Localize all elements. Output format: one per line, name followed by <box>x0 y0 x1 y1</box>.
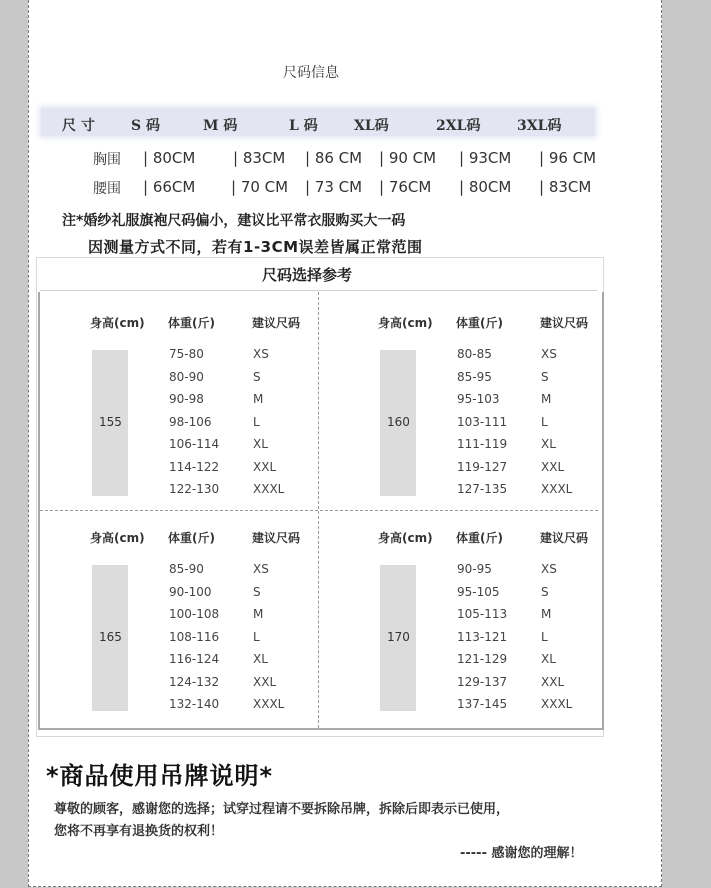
weight-range: 119-127 <box>457 459 508 474</box>
size-column-header: 建议尺码 <box>252 316 301 330</box>
height-value: 160 <box>387 415 410 429</box>
page-title: 尺码信息 <box>283 65 339 81</box>
weight-range: 124-132 <box>169 674 220 689</box>
weight-range: 132-140 <box>169 697 220 711</box>
suggested-size: S <box>541 584 549 599</box>
tag-usage-text-2: 您将不再享有退换货的权利！ <box>54 824 224 839</box>
suggested-size: XXXL <box>253 482 285 496</box>
suggested-size: XXXL <box>541 697 573 711</box>
weight-column-header: 体重(斤) <box>168 531 215 545</box>
measure-row-label: 胸围 <box>93 152 121 168</box>
measure-value: 93CM <box>468 149 512 167</box>
weight-range: 103-111 <box>457 414 508 429</box>
weight-range: 106-114 <box>169 437 220 451</box>
weight-range: 80-90 <box>169 369 204 384</box>
weight-range: 80-85 <box>457 347 492 361</box>
weight-range: 90-98 <box>169 392 204 406</box>
height-value: 155 <box>99 415 122 429</box>
measure-value: 96 CM <box>548 149 597 167</box>
reference-title: 尺码选择参考 <box>262 266 353 284</box>
measure-value: 80CM <box>468 178 512 196</box>
weight-range: 95-105 <box>457 584 500 599</box>
size-column-header: 建议尺码 <box>540 316 589 330</box>
weight-range: 108-116 <box>169 629 220 644</box>
weight-range: 105-113 <box>457 607 508 621</box>
suggested-size: L <box>541 629 548 644</box>
measure-value: 90 CM <box>388 149 437 167</box>
weight-range: 75-80 <box>169 347 204 361</box>
header-m: M 码 <box>203 118 238 134</box>
suggested-size: L <box>253 629 260 644</box>
suggested-size: XL <box>541 652 556 666</box>
suggested-size: XS <box>541 347 557 361</box>
size-note: 注*婚纱礼服旗袍尺码偏小，建议比平常衣服购买大一码 <box>62 213 406 229</box>
grid-horizontal-divider <box>40 510 598 511</box>
suggested-size: XS <box>253 347 269 361</box>
measure-value: 66CM <box>152 178 196 196</box>
weight-range: 111-119 <box>457 437 508 451</box>
suggested-size: XL <box>541 437 556 451</box>
suggested-size: XXL <box>253 674 277 689</box>
measure-value: 86 CM <box>314 149 363 167</box>
suggested-size: S <box>253 584 261 599</box>
header-3xl: 3XL码 <box>517 118 562 134</box>
suggested-size: XXL <box>541 459 565 474</box>
weight-range: 113-121 <box>457 629 508 644</box>
suggested-size: XXL <box>541 674 565 689</box>
suggested-size: XS <box>541 562 557 576</box>
header-2xl: 2XL码 <box>436 118 481 134</box>
measure-value: 70 CM <box>240 178 289 196</box>
measure-value: 80CM <box>152 149 196 167</box>
weight-range: 114-122 <box>169 459 220 474</box>
weight-range: 90-95 <box>457 562 492 576</box>
weight-range: 121-129 <box>457 652 508 666</box>
suggested-size: XS <box>253 562 269 576</box>
height-column-header: 身高(cm) <box>90 531 145 545</box>
tag-usage-title: *商品使用吊牌说明* <box>46 762 274 790</box>
weight-range: 98-106 <box>169 414 212 429</box>
reference-title-divider <box>40 290 597 291</box>
suggested-size: S <box>253 369 261 384</box>
weight-range: 127-135 <box>457 482 508 496</box>
tag-usage-text: 尊敬的顾客，感谢您的选择；试穿过程请不要拆除吊牌，拆除后即表示已使用， <box>54 802 510 817</box>
measure-value: 76CM <box>388 178 432 196</box>
weight-range: 137-145 <box>457 697 508 711</box>
measure-value: 83CM <box>548 178 592 196</box>
suggested-size: M <box>541 392 552 406</box>
tolerance-note: 因测量方式不同，若有1-3CM误差皆属正常范围 <box>88 238 423 256</box>
suggested-size: XL <box>253 437 268 451</box>
height-value: 165 <box>99 630 122 644</box>
weight-range: 85-95 <box>457 369 492 384</box>
header-l: L 码 <box>289 118 318 134</box>
suggested-size: XXXL <box>541 482 573 496</box>
weight-range: 122-130 <box>169 482 220 496</box>
suggested-size: XXL <box>253 459 277 474</box>
weight-range: 95-103 <box>457 392 500 406</box>
height-column-header: 身高(cm) <box>378 316 433 330</box>
size-column-header: 建议尺码 <box>252 531 301 545</box>
measure-value: 83CM <box>242 149 286 167</box>
header-s: S 码 <box>131 118 160 134</box>
suggested-size: XXXL <box>253 697 285 711</box>
header-size-label: 尺 寸 <box>62 118 95 134</box>
suggested-size: L <box>253 414 260 429</box>
weight-column-header: 体重(斤) <box>456 531 503 545</box>
thanks-note: ----- 感谢您的理解！ <box>460 846 583 861</box>
weight-column-header: 体重(斤) <box>456 316 503 330</box>
suggested-size: M <box>541 607 552 621</box>
size-column-header: 建议尺码 <box>540 531 589 545</box>
suggested-size: M <box>253 392 264 406</box>
height-value: 170 <box>387 630 410 644</box>
header-xl: XL码 <box>354 118 389 134</box>
height-column-header: 身高(cm) <box>90 316 145 330</box>
weight-range: 90-100 <box>169 584 212 599</box>
suggested-size: M <box>253 607 264 621</box>
weight-range: 129-137 <box>457 674 508 689</box>
suggested-size: L <box>541 414 548 429</box>
suggested-size: S <box>541 369 549 384</box>
weight-range: 85-90 <box>169 562 204 576</box>
weight-range: 100-108 <box>169 607 220 621</box>
suggested-size: XL <box>253 652 268 666</box>
weight-range: 116-124 <box>169 652 220 666</box>
measure-row-label: 腰围 <box>93 181 121 197</box>
measure-value: 73 CM <box>314 178 363 196</box>
size-header-band <box>41 108 595 136</box>
height-column-header: 身高(cm) <box>378 531 433 545</box>
weight-column-header: 体重(斤) <box>168 316 215 330</box>
